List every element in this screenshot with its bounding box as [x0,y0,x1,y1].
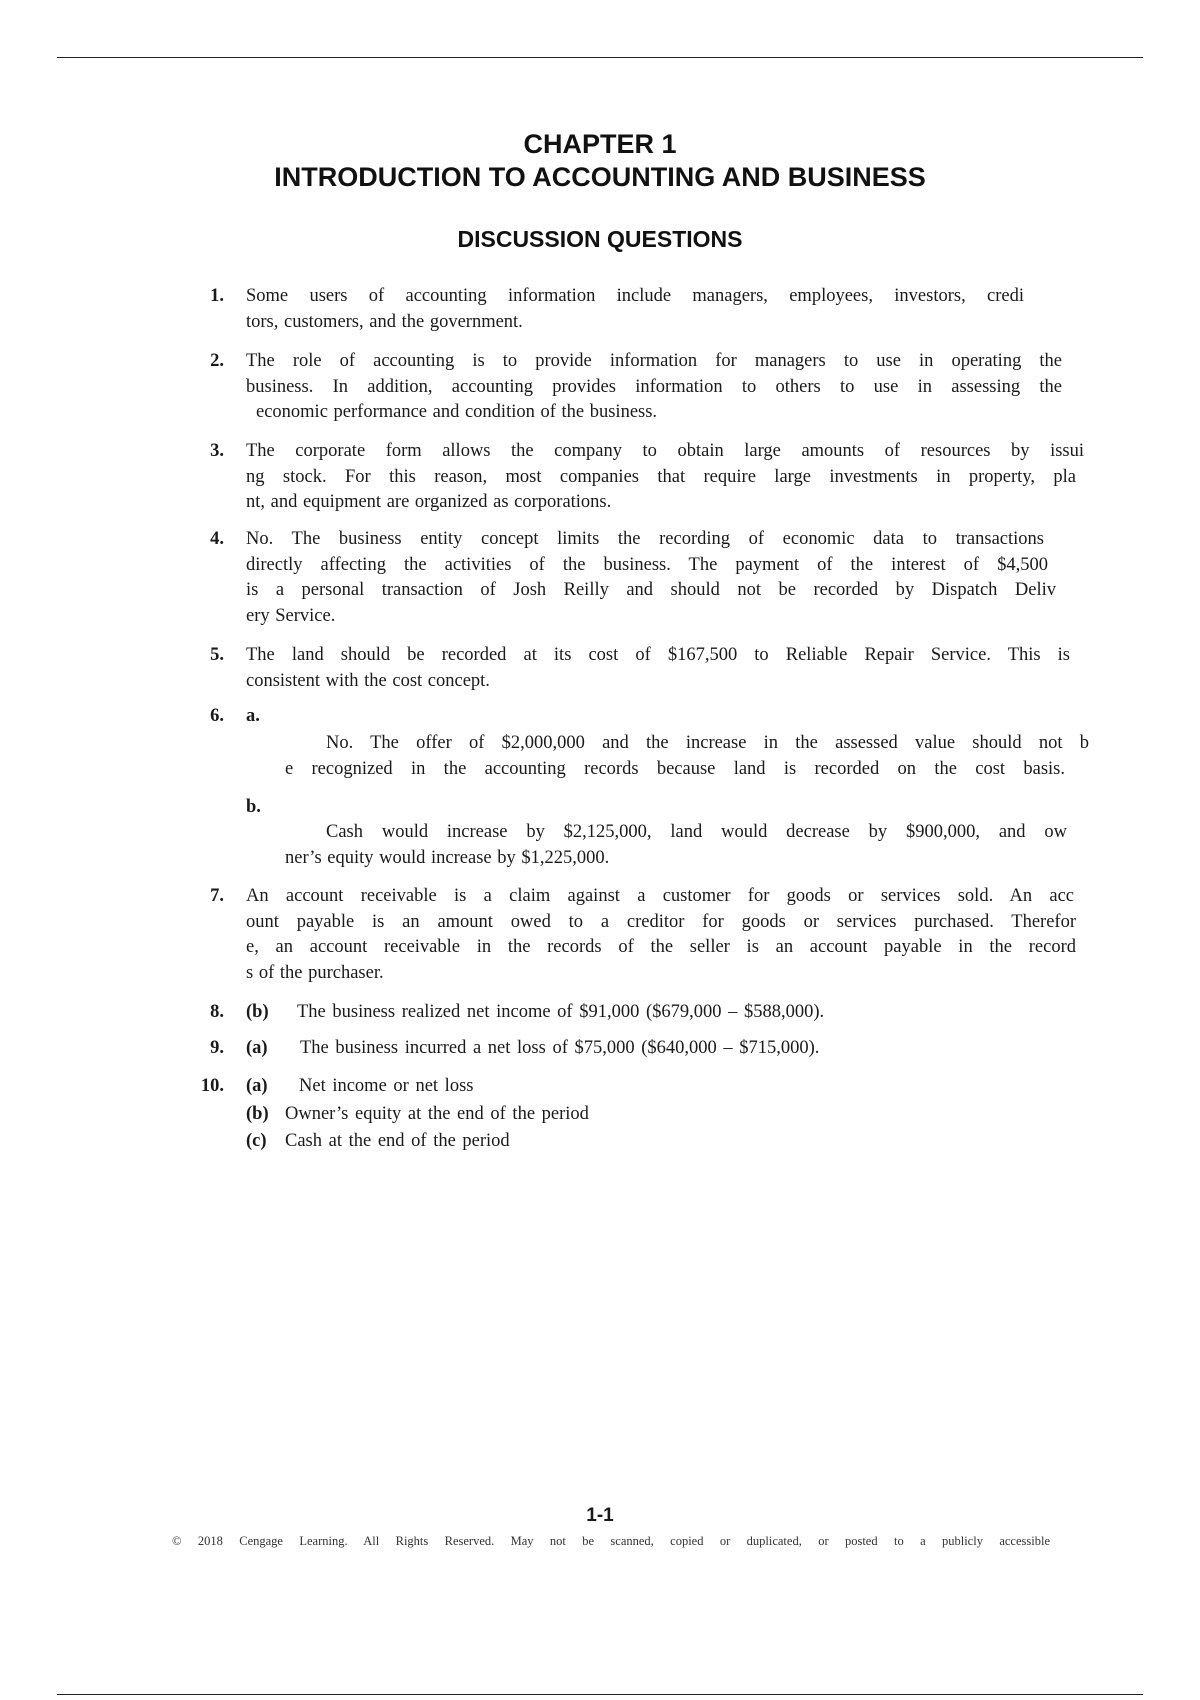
question-9-text: The business incurred a net loss of $75,000 ($640,000 – $715,000). [300,1038,820,1058]
question-number-6: 6. [210,706,224,726]
question-line: tors, customers, and the government. [246,311,523,332]
question-line: e, an account receivable in the records of the seller is an account payable in the record [246,937,1076,957]
question-line: nt, and equipment are organized as corporations. [246,492,612,512]
chapter-heading: CHAPTER 1 [523,129,677,159]
question-line: ount payable is an amount owed to a creditor for goods or services purchased. Therefor [246,911,1076,932]
question-line: economic performance and condition of the business. [256,402,658,422]
item-text-b: Owner’s equity at the end of the period [285,1104,589,1124]
question-1-text [246,284,1024,335]
answer-label-9: (a) [246,1038,268,1058]
part-label-b: b. [246,797,261,817]
question-line: No. The business entity concept limits the recording of economic data to transactions [246,529,1044,549]
question-number-2: 2. [210,351,224,371]
question-line: consistent with the cost concept. [246,670,490,691]
question-number-1: 1. [210,286,224,306]
question-4-text [246,527,1056,629]
question-line: e recognized in the accounting records because land is recorded on the cost basis. [285,758,1065,779]
question-number-4: 4. [210,529,224,549]
top-rule [57,57,1143,58]
question-line: The role of accounting is to provide information for managers to use in operating the [246,351,1062,371]
question-line: An account receivable is a claim against a customer for goods or services sold. An acc [246,886,1074,906]
question-line: s of the purchaser. [246,962,384,983]
question-number-3: 3. [210,441,224,461]
page-number: 1-1 [586,1505,614,1526]
item-text-a: Net income or net loss [299,1076,474,1096]
question-number-8: 8. [210,1002,224,1022]
question-8-text: The business realized net income of $91,000 ($679,000 – $588,000). [297,1002,825,1022]
question-line: Cash would increase by $2,125,000, land would decrease by $900,000, and ow [326,822,1067,842]
question-line: is a personal transaction of Josh Reilly and should not be recorded by Dispatch Deliv [246,580,1056,600]
question-7-text [246,884,1076,986]
question-6a-text [285,731,1089,782]
bottom-rule [57,1694,1143,1695]
item-label-a: (a) [246,1076,268,1096]
question-line: ery Service. [246,605,336,626]
question-number-5: 5. [210,645,224,665]
item-label-b: (b) [246,1104,269,1124]
question-line: ner’s equity would increase by $1,225,000. [285,847,610,868]
question-2-text [246,349,1062,426]
question-number-9: 9. [210,1038,224,1058]
section-heading: DISCUSSION QUESTIONS [457,226,743,252]
item-text-c: Cash at the end of the period [285,1131,510,1151]
chapter-title: INTRODUCTION TO ACCOUNTING AND BUSINESS [274,162,926,192]
question-number-10: 10. [200,1076,224,1096]
question-number-7: 7. [210,886,224,906]
part-label-a: a. [246,706,260,726]
item-label-c: (c) [246,1131,267,1151]
question-line: directly affecting the activities of the business. The payment of the interest of $4,500 [246,554,1048,575]
question-line: The corporate form allows the company to obtain large amounts of resources by issui [246,441,1084,461]
answer-label-8: (b) [246,1002,269,1022]
question-line: ng stock. For this reason, most companies that require large investments in property, pla [246,466,1076,487]
question-line: Some users of accounting information include managers, employees, investors, credi [246,286,1024,306]
question-3-text [246,439,1084,516]
question-5-text [246,643,1070,694]
question-line: No. The offer of $2,000,000 and the increase in the assessed value should not b [326,733,1089,753]
question-6b-text [285,820,1067,871]
question-line: The land should be recorded at its cost of $167,500 to Reliable Repair Service. This is [246,645,1070,665]
copyright-notice: © 2018 Cengage Learning. All Rights Reserved. May not be scanned, copied or duplicated, or posted to a publicly accessible [172,1534,1050,1548]
question-line: business. In addition, accounting provides information to others to use in assessing the [246,376,1062,397]
